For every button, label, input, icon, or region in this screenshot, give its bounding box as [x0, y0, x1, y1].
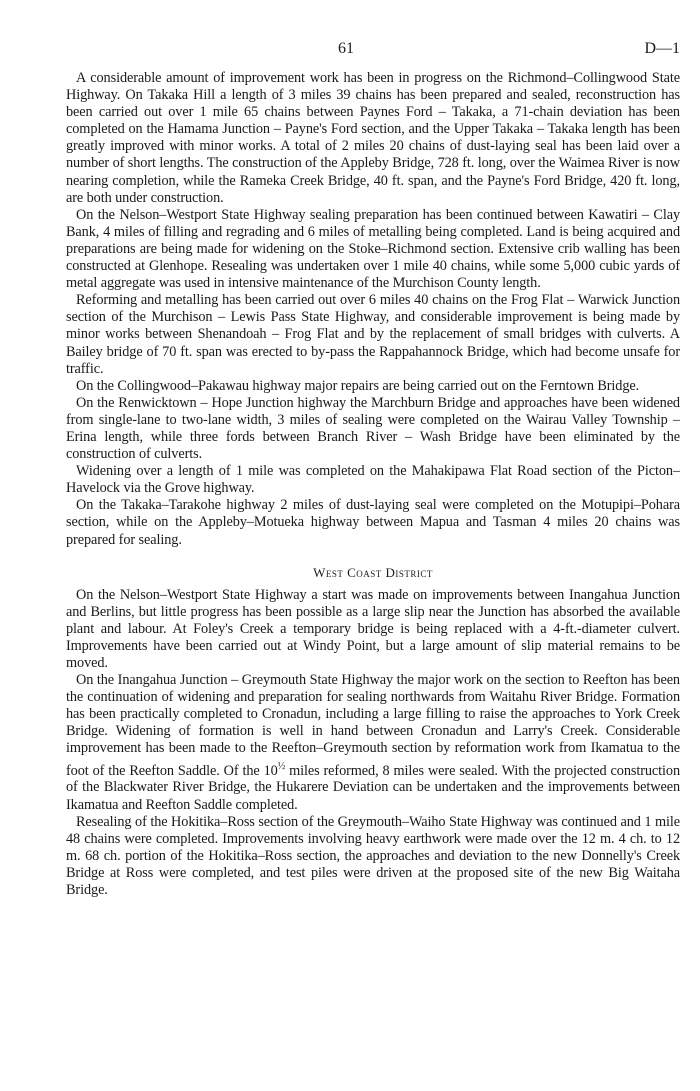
paragraph-inangahua-berlins: On the Nelson–Westport State Highway a start was made on improvements between Inangahua Junction and Berlins, but little progress has been possible as a large slip near the Junction has absorbed the available plant and labour. At Foley's Creek a temporary bridge is being replaced with a 4-ft.-diameter culvert. Improvements have been carried out at Windy Point, but a large amount of slip material remains to be moved. [66, 586, 680, 671]
page-number: 61 [338, 40, 354, 57]
paragraph-renwicktown-hope: On the Renwicktown – Hope Junction highway the Marchburn Bridge and approaches have been widened from single-lane to two-lane width, 3 miles of sealing were completed on the Wairau Valley Township – Erina length, while three fords between Branch River – Wash Bridge have been eliminated by the construction of culverts. [66, 394, 680, 463]
paragraph-text: miles reformed, 8 miles were sealed. With the projected construction of the Blackwater River Bridge, the Hukarere Deviation can be undertaken and the improvements between Ikamatua and Reefton Saddle completed. [66, 762, 680, 813]
paragraph-nelson-westport-sealing: On the Nelson–Westport State Highway sealing preparation has been continued between Kawatiri – Clay Bank, 4 miles of filling and regrading and 6 miles of metalling being completed. Land is being acquired and preparations are being made for widening on the Stoke–Richmond section. Extensive crib walling has been constructed at Glenhope. Resealing was undertaken over 1 mile 40 chains, while some 5,000 cubic yards of metal aggregate was used in intensive maintenance of the Murchison County length. [66, 206, 680, 292]
paragraph-murchison-lewis-pass: Reforming and metalling has been carried out over 6 miles 40 chains on the Frog Flat – Warwick Junction section of the Murchison – Lewis Pass State Highway, and considerable improvement is being made by minor works between Shenandoah – Frog Flat and by the replacement of small bridges with culverts. A Bailey bridge of 70 ft. span was erected to by-pass the Rappahannock Bridge, which had become unsafe for traffic. [66, 292, 680, 377]
document-reference: D—1 [644, 40, 680, 57]
section-heading-west-coast: West Coast District [313, 564, 433, 580]
body-text [66, 70, 680, 899]
paragraph-picton-havelock: Widening over a length of 1 mile was completed on the Mahakipawa Flat Road section of the Picton–Havelock via the Grove highway. [66, 463, 680, 497]
paragraph-inangahua-greymouth [66, 672, 680, 814]
fraction: ½ [277, 760, 286, 772]
paragraph-hokitika-ross: Resealing of the Hokitika–Ross section of the Greymouth–Waiho State Highway was continued and 1 mile 48 chains were completed. Improvements involving heavy earthwork were made over the 12 m. 4 ch. to 12 m. 68 ch. portion of the Hokitika–Ross section, the approaches and deviation to the new Donnelly's Creek Bridge at Ross were completed, and test piles were driven at the proposed site of the new Big Waitaha Bridge. [66, 813, 680, 898]
paragraph-text: On the Inangahua Junction – Greymouth State Highway the major work on the section to Reefton has been the continuation of widening and preparation for sealing northwards from Waitahu River Bridge. Formation has been practically completed to Cronadun, including a large filling to raise the approaches to York Creek Bridge. Widening of formation is well in hand between Cronadun and Larry's Creek. Considerable improvement has been made to the Reefton–Greymouth section by reformation work from Ikamatua to the foot of the Reefton Saddle. Of the 10 [66, 672, 680, 779]
paragraph-richmond-collingwood: A considerable amount of improvement work has been in progress on the Richmond–Collingwood State Highway. On Takaka Hill a length of 3 miles 39 chains has been prepared and sealed, reconstruction has been carried out over 1 mile 65 chains between Paynes Ford – Takaka, a 71-chain deviation has been completed on the Hamama Junction – Payne's Ford section, and the Upper Takaka – Takaka length has been greatly improved with minor works. A total of 2 miles 20 chains of dust-laying seal has been laid over a number of short lengths. The construction of the Appleby Bridge, 728 ft. long, over the Waimea River is now nearing completion, while the Rameka Creek Bridge, 40 ft. span, and the Payne's Ford Bridge, 420 ft. long, are both under construction. [66, 70, 680, 206]
document-page [66, 40, 680, 1080]
paragraph-collingwood-pakawau: On the Collingwood–Pakawau highway major repairs are being carried out on the Ferntown Bridge. [76, 377, 640, 394]
paragraph-takaka-tarakohe: On the Takaka–Tarakohe highway 2 miles of dust-laying seal were completed on the Motupipi–Pohara section, while on the Appleby–Motueka highway between Mapua and Tasman 4 miles 20 chains was prepared for sealing. [66, 497, 680, 548]
page-header [66, 40, 680, 70]
